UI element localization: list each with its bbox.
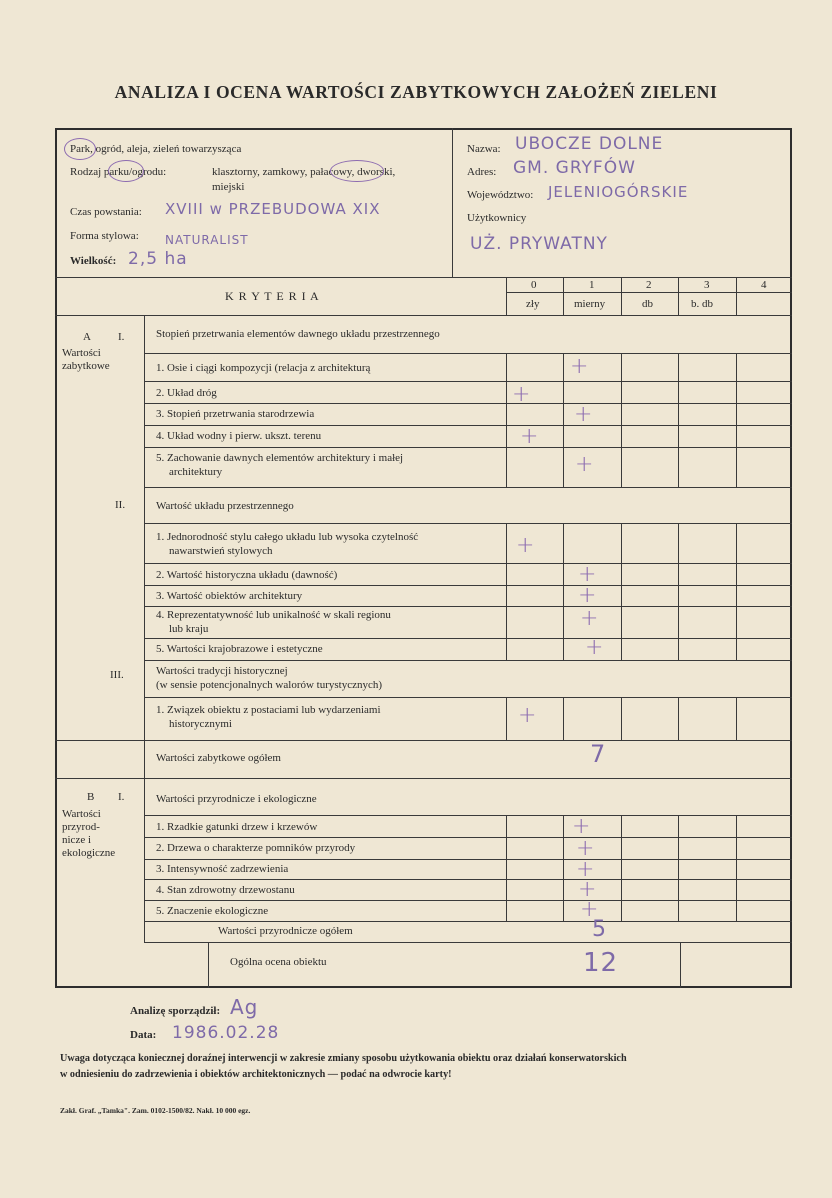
row-line [55,778,792,779]
col-line-0 [506,697,507,740]
b-item-4: 4. Stan zdrowotny drzewostanu [156,884,295,896]
scale-number-1: 1 [589,279,595,291]
row-line [144,523,792,524]
note-line-2: w odniesieniu do zadrzewienia i obiektów architektonicznych — podać na odwrocie karty! [60,1069,452,1080]
b-item-1: 1. Rzadkie gatunki drzew i krzewów [156,821,318,833]
col-line-0 [506,815,507,921]
row-line [144,660,792,661]
col-line-2 [621,277,622,315]
adres-value: GM. GRYFÓW [513,158,636,178]
section-a-ii: II. [115,499,126,511]
mark-b-4: + [578,877,597,902]
g1-item-1: 1. Osie i ciągi kompozycji (relacja z architekturą [156,362,371,374]
b-item-5: 5. Znaczenie ekologiczne [156,905,269,917]
mark-a2-1: + [516,533,535,558]
row-line [144,879,792,880]
left-column-divider [144,315,145,943]
col-line-3 [678,815,679,921]
section-b-name-3: nicze i [62,834,92,846]
g2-item-3: 3. Wartość obiektów architektury [156,590,303,602]
overall-value: 12 [583,948,619,978]
g2-item-4-cont: lub kraju [169,623,209,635]
overall-label: Ogólna ocena obiektu [230,956,327,968]
row-line [144,697,792,698]
rodzaj-options-2: miejski [212,181,245,193]
row-line [144,815,792,816]
mark-a2-2: + [578,562,597,587]
row-line [144,921,792,922]
overall-left-line [208,942,209,988]
circle-palacowy [330,160,384,182]
col-line-1 [563,697,564,740]
group-3-subtitle: (w sensie potencjonalnych walorów turystycznych) [156,679,383,691]
row-line [144,859,792,860]
section-a-roman: I. [118,331,125,343]
section-b-roman: I. [118,791,125,803]
note-line-1: Uwaga dotycząca koniecznej doraźnej interwencji w zakresie zmiany sposobu użytkowania obiektu oraz działań konserwatorskich [60,1053,627,1064]
date-value: 1986.02.28 [172,1023,280,1043]
page-title: ANALIZA I OCENA WARTOŚCI ZABYTKOWYCH ZAŁOŻEŃ ZIELENI [114,82,718,102]
col-line-1 [563,523,564,660]
row-line [144,585,792,586]
col-line-0 [506,523,507,660]
mark-b-5: + [580,897,599,922]
col-line-2 [621,697,622,740]
group-1-title: Stopień przetrwania elementów dawnego układu przestrzennego [156,328,440,340]
prepared-label: Analizę sporządził: [130,1005,221,1017]
col-line-2 [621,353,622,487]
g1-item-5: 5. Zachowanie dawnych elementów architektury i małej [156,452,404,464]
row-line [144,425,792,426]
section-b-letter: B [87,791,95,803]
g2-item-1-cont: nawarstwień stylowych [169,545,273,557]
row-line [144,563,792,564]
header-bottom-line [55,277,792,278]
row-line [144,638,792,639]
col-line-3 [678,277,679,315]
group-3-title: Wartości tradycji historycznej [156,665,288,677]
nazwa-value: UBOCZE DOLNE [515,134,664,154]
scale-number-4: 4 [761,279,767,291]
total-b-label: Wartości przyrodnicze ogółem [218,925,353,937]
col-line-1 [563,815,564,921]
col-line-4 [736,523,737,660]
mark-a1-3: + [574,402,593,427]
mark-a1-1: + [570,354,589,379]
row-line [55,740,792,741]
czas-label: Czas powstania: [70,206,142,218]
total-b-value: 5 [592,917,607,942]
g2-item-4: 4. Reprezentatywność lub unikalność w skali regionu [156,609,391,621]
criteria-heading: K R Y T E R I A [225,289,320,303]
scale-label-0: zły [526,298,540,310]
col-line-4 [736,815,737,921]
g3-item-1-cont: historycznymi [169,718,232,730]
circle-park [64,138,96,160]
mark-b-3: + [576,857,595,882]
mark-b-2: + [576,836,595,861]
section-b-name-4: ekologiczne [62,847,116,859]
section-a-iii: III. [110,669,124,681]
wielkosc-label: Wielkość: [70,255,117,267]
total-a-label: Wartości zabytkowe ogółem [156,752,281,764]
mark-a1-5: + [575,452,594,477]
section-b-name-1: Wartości [62,808,101,820]
adres-label: Adres: [467,166,497,178]
rodzaj-options: klasztorny, zamkowy, pałacowy, dworski, [212,166,396,178]
scale-label-1: mierny [574,298,606,310]
col-line-3 [678,697,679,740]
uzytkownicy-label: Użytkownicy [467,212,527,224]
g1-item-3: 3. Stopień przetrwania starodrzewia [156,408,315,420]
scale-mid-line [506,292,792,293]
rodzaj-label: Rodzaj parku/ogrodu: [70,166,167,178]
scale-number-3: 3 [704,279,710,291]
header-divider [452,128,453,278]
col-line-2 [621,815,622,921]
col-line-1 [563,353,564,487]
col-line-4 [736,353,737,487]
col-line-3 [678,523,679,660]
b-item-2: 2. Drzewa o charakterze pomników przyrody [156,842,356,854]
section-a-name: Wartości zabytkowe [62,347,110,372]
nazwa-label: Nazwa: [467,143,501,155]
row-line [144,942,792,943]
scale-label-2: db [642,298,653,310]
row-line [144,606,792,607]
scale-number-2: 2 [646,279,652,291]
row-line [144,487,792,488]
section-b-title: Wartości przyrodnicze i ekologiczne [156,793,317,805]
group-2-title: Wartość układu przestrzennego [156,500,294,512]
wojewodztwo-value: JELENIOGÓRSKIE [548,183,689,201]
overall-right-line [680,942,681,988]
park-type-line: Park, ogród, aleja, zieleń towarzysząca [70,143,242,155]
total-a-value: 7 [590,740,607,768]
g1-item-2: 2. Układ dróg [156,387,217,399]
mark-a2-5: + [585,635,604,660]
mark-a3-1: + [518,703,537,728]
section-b-name-2: przyrod- [62,821,100,833]
czas-value: XVIII w PRZEBUDOWA XIX [165,200,381,218]
col-line-4 [736,277,737,315]
mark-a2-4: + [580,606,599,631]
row-line [144,837,792,838]
col-line-2 [621,523,622,660]
row-line [144,353,792,354]
circle-parku [108,160,144,182]
col-line-1 [563,277,564,315]
section-a-letter: A [83,331,91,343]
col-line-3 [678,353,679,487]
date-label: Data: [130,1029,157,1041]
mark-a1-4: + [520,424,539,449]
g2-item-5: 5. Wartości krajobrazowe i estetyczne [156,643,323,655]
mark-a2-3: + [578,583,597,608]
col-line-0 [506,353,507,487]
wojewodztwo-label: Województwo: [467,189,534,201]
g1-item-5-cont: architektury [169,466,223,478]
g2-item-2: 2. Wartość historyczna układu (dawność) [156,569,338,581]
prepared-signature: Ag [230,995,259,1019]
b-item-3: 3. Intensywność zadrzewienia [156,863,289,875]
row-line [144,447,792,448]
uzytkownicy-value: UŻ. PRYWATNY [470,234,608,254]
mark-b-1: + [572,814,591,839]
row-line [144,900,792,901]
printer-footer: Zakł. Graf. „Tamka". Zam. 0102-1500/82. Nakł. 10 000 egz. [60,1106,251,1115]
forma-value: NATURALIST [165,233,249,247]
wielkosc-value: 2,5 ha [128,249,188,269]
col-line-0 [506,277,507,315]
mark-a1-2: + [512,382,531,407]
criteria-bottom-line [55,315,792,316]
scale-label-3: b. db [691,298,713,310]
scale-number-0: 0 [531,279,537,291]
col-line-4 [736,697,737,740]
row-line [144,403,792,404]
forma-label: Forma stylowa: [70,230,139,242]
row-line [144,381,792,382]
g2-item-1: 1. Jednorodność stylu całego układu lub wysoka czytelność [156,531,419,543]
g1-item-4: 4. Układ wodny i pierw. ukszt. terenu [156,430,322,442]
g3-item-1: 1. Związek obiektu z postaciami lub wydarzeniami [156,704,381,716]
